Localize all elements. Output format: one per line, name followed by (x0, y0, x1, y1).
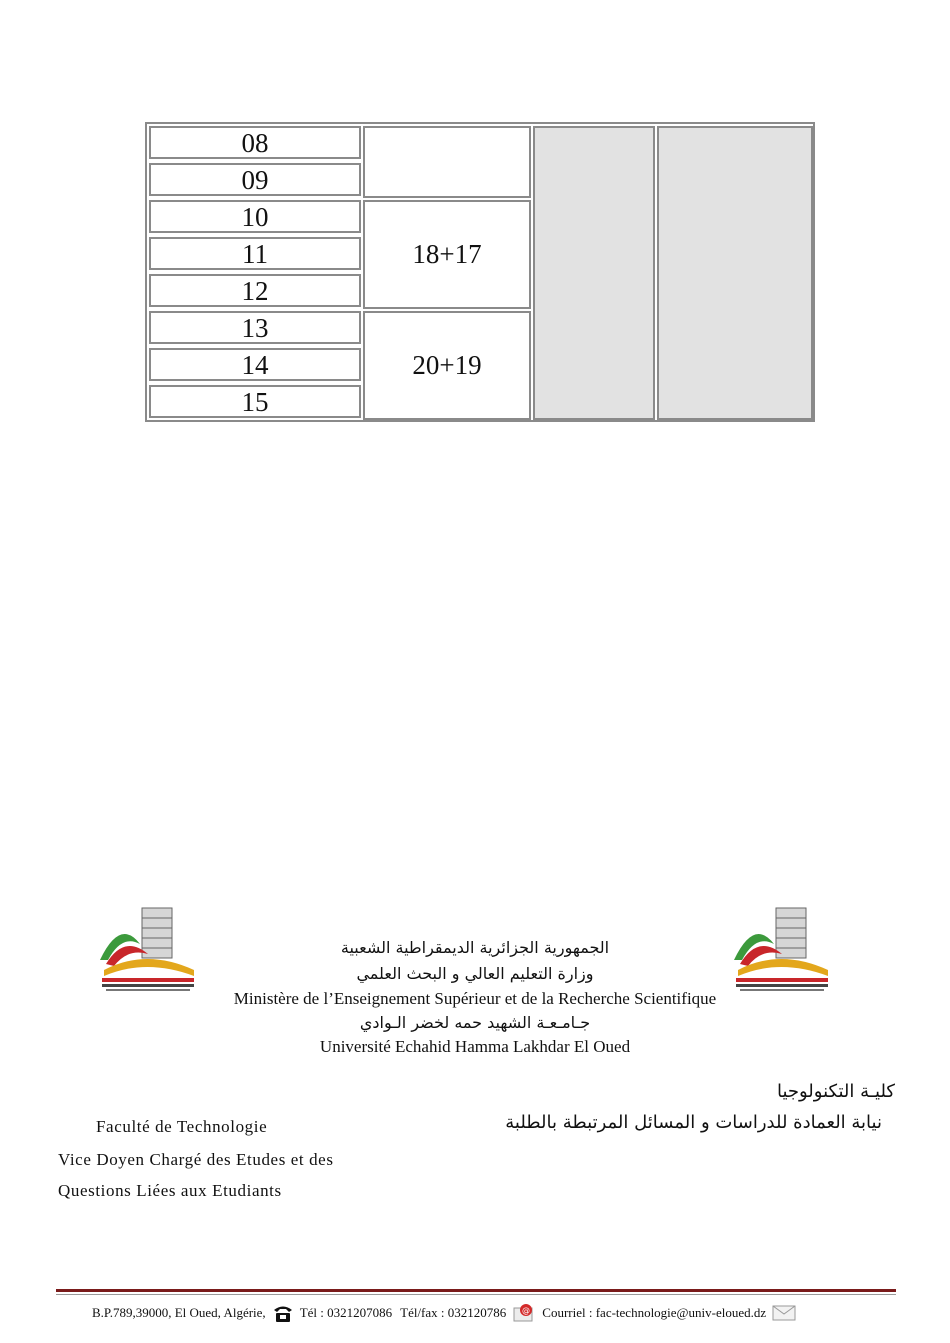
footer-rule (56, 1289, 896, 1292)
header-ar-republic: الجمهورية الجزائرية الديمقراطية الشعبية (340, 938, 610, 957)
svg-text:@: @ (522, 1306, 531, 1315)
table-cell-group: 18+17 (363, 200, 531, 309)
footer-rule-thin (56, 1294, 896, 1295)
table-cell-number: 11 (149, 237, 361, 270)
table-cell-number: 13 (149, 311, 361, 344)
table-cell-number: 12 (149, 274, 361, 307)
faculty-fr-name: Faculté de Technologie (96, 1117, 268, 1136)
table-cell-number: 08 (149, 126, 361, 159)
table-cell-shaded (533, 126, 655, 420)
header-ar-university: جـامـعـة الشهيد حمه لخضر الـوادي (359, 1013, 591, 1032)
footer-tel: Tél : 0321207086 (299, 1305, 393, 1320)
footer-address: B.P.789,39000, El Oued, Algérie, (92, 1305, 266, 1320)
header-ar-ministry: وزارة التعليم العالي و البحث العلمي (356, 964, 594, 983)
table-cell-number: 10 (149, 200, 361, 233)
footer-contact (92, 1302, 872, 1324)
schedule-table (145, 122, 815, 422)
faculty-fr-vice-dean: Vice Doyen Chargé des Etudes et des (58, 1150, 334, 1169)
header-fr-university: Université Echahid Hamma Lakhdar El Oued (319, 1037, 631, 1056)
table-cell-group: 20+19 (363, 311, 531, 420)
faculty-fr-questions: Questions Liées aux Etudiants (58, 1181, 282, 1200)
table-cell-shaded (657, 126, 813, 420)
faculty-ar-vice-dean: نيابة العمادة للدراسات و المسائل المرتبطة بالطلبة (505, 1112, 882, 1133)
envelope-icon (772, 1304, 796, 1322)
table-cell-number: 09 (149, 163, 361, 196)
faculty-ar-name: كليـة التكنولوجيا (776, 1081, 895, 1102)
footer-telfax: Tél/fax : 032120786 (400, 1305, 507, 1320)
email-badge-icon (512, 1303, 536, 1323)
header-fr-ministry: Ministère de l’Enseignement Supérieur et de la Recherche Scientifique (233, 989, 717, 1008)
table-cell-group (363, 126, 531, 198)
table-cell-number: 15 (149, 385, 361, 418)
footer-email: Courriel : fac-technologie@univ-eloued.dz (542, 1305, 767, 1320)
phone-icon (272, 1303, 294, 1323)
table-cell-number: 14 (149, 348, 361, 381)
